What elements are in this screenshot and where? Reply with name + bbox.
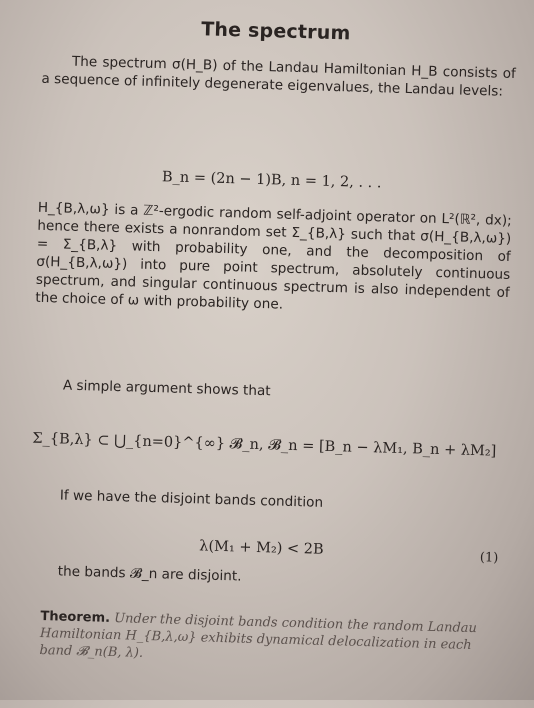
bands-disjoint-text: the bands 𝓑_n are disjoint. (57, 563, 242, 585)
argument-intro: A simple argument shows that (62, 377, 271, 400)
section-title: The spectrum (201, 18, 351, 45)
ergodic-paragraph: H_{B,λ,ω} is a ℤ²-ergodic random self-adjoint operator on L²(ℝ², dx); hence there exists a nonrandom set Σ_{B,λ} such that σ(H_{B,λ,ω}) = Σ_{B,λ} with probability one, and the decomposition of σ(H_{B,λ,ω}) into pure point spectrum, absolutely continuous spectrum, and singular continuous spectrum is also independent of the choice of ω with probability one. (35, 199, 512, 313)
landau-levels-equation: B_n = (2n − 1)B, n = 1, 2, . . . (161, 169, 382, 192)
theorem-block (39, 608, 490, 672)
union-equation: Σ_{B,λ} ⊂ ⋃_{n=0}^{∞} 𝓑_n, 𝓑_n = [B_n − λM₁, B_n + λM₂] (32, 430, 497, 460)
theorem-statement: Under the disjoint bands condition the random Landau Hamiltonian H_{B,λ,ω} exhibits dynamical delocalization in each band 𝓑_n(B, λ). (39, 611, 478, 661)
intro-paragraph: The spectrum σ(H_B) of the Landau Hamiltonian H_B consists of a sequence of infinitely degenerate eigenvalues, the Landau levels: (41, 53, 517, 100)
disjoint-condition-intro: If we have the disjoint bands condition (59, 487, 324, 511)
equation-number: (1) (479, 550, 499, 566)
theorem-label: Theorem. (40, 608, 111, 626)
disjoint-bands-equation: λ(M₁ + M₂) < 2B (199, 538, 324, 558)
